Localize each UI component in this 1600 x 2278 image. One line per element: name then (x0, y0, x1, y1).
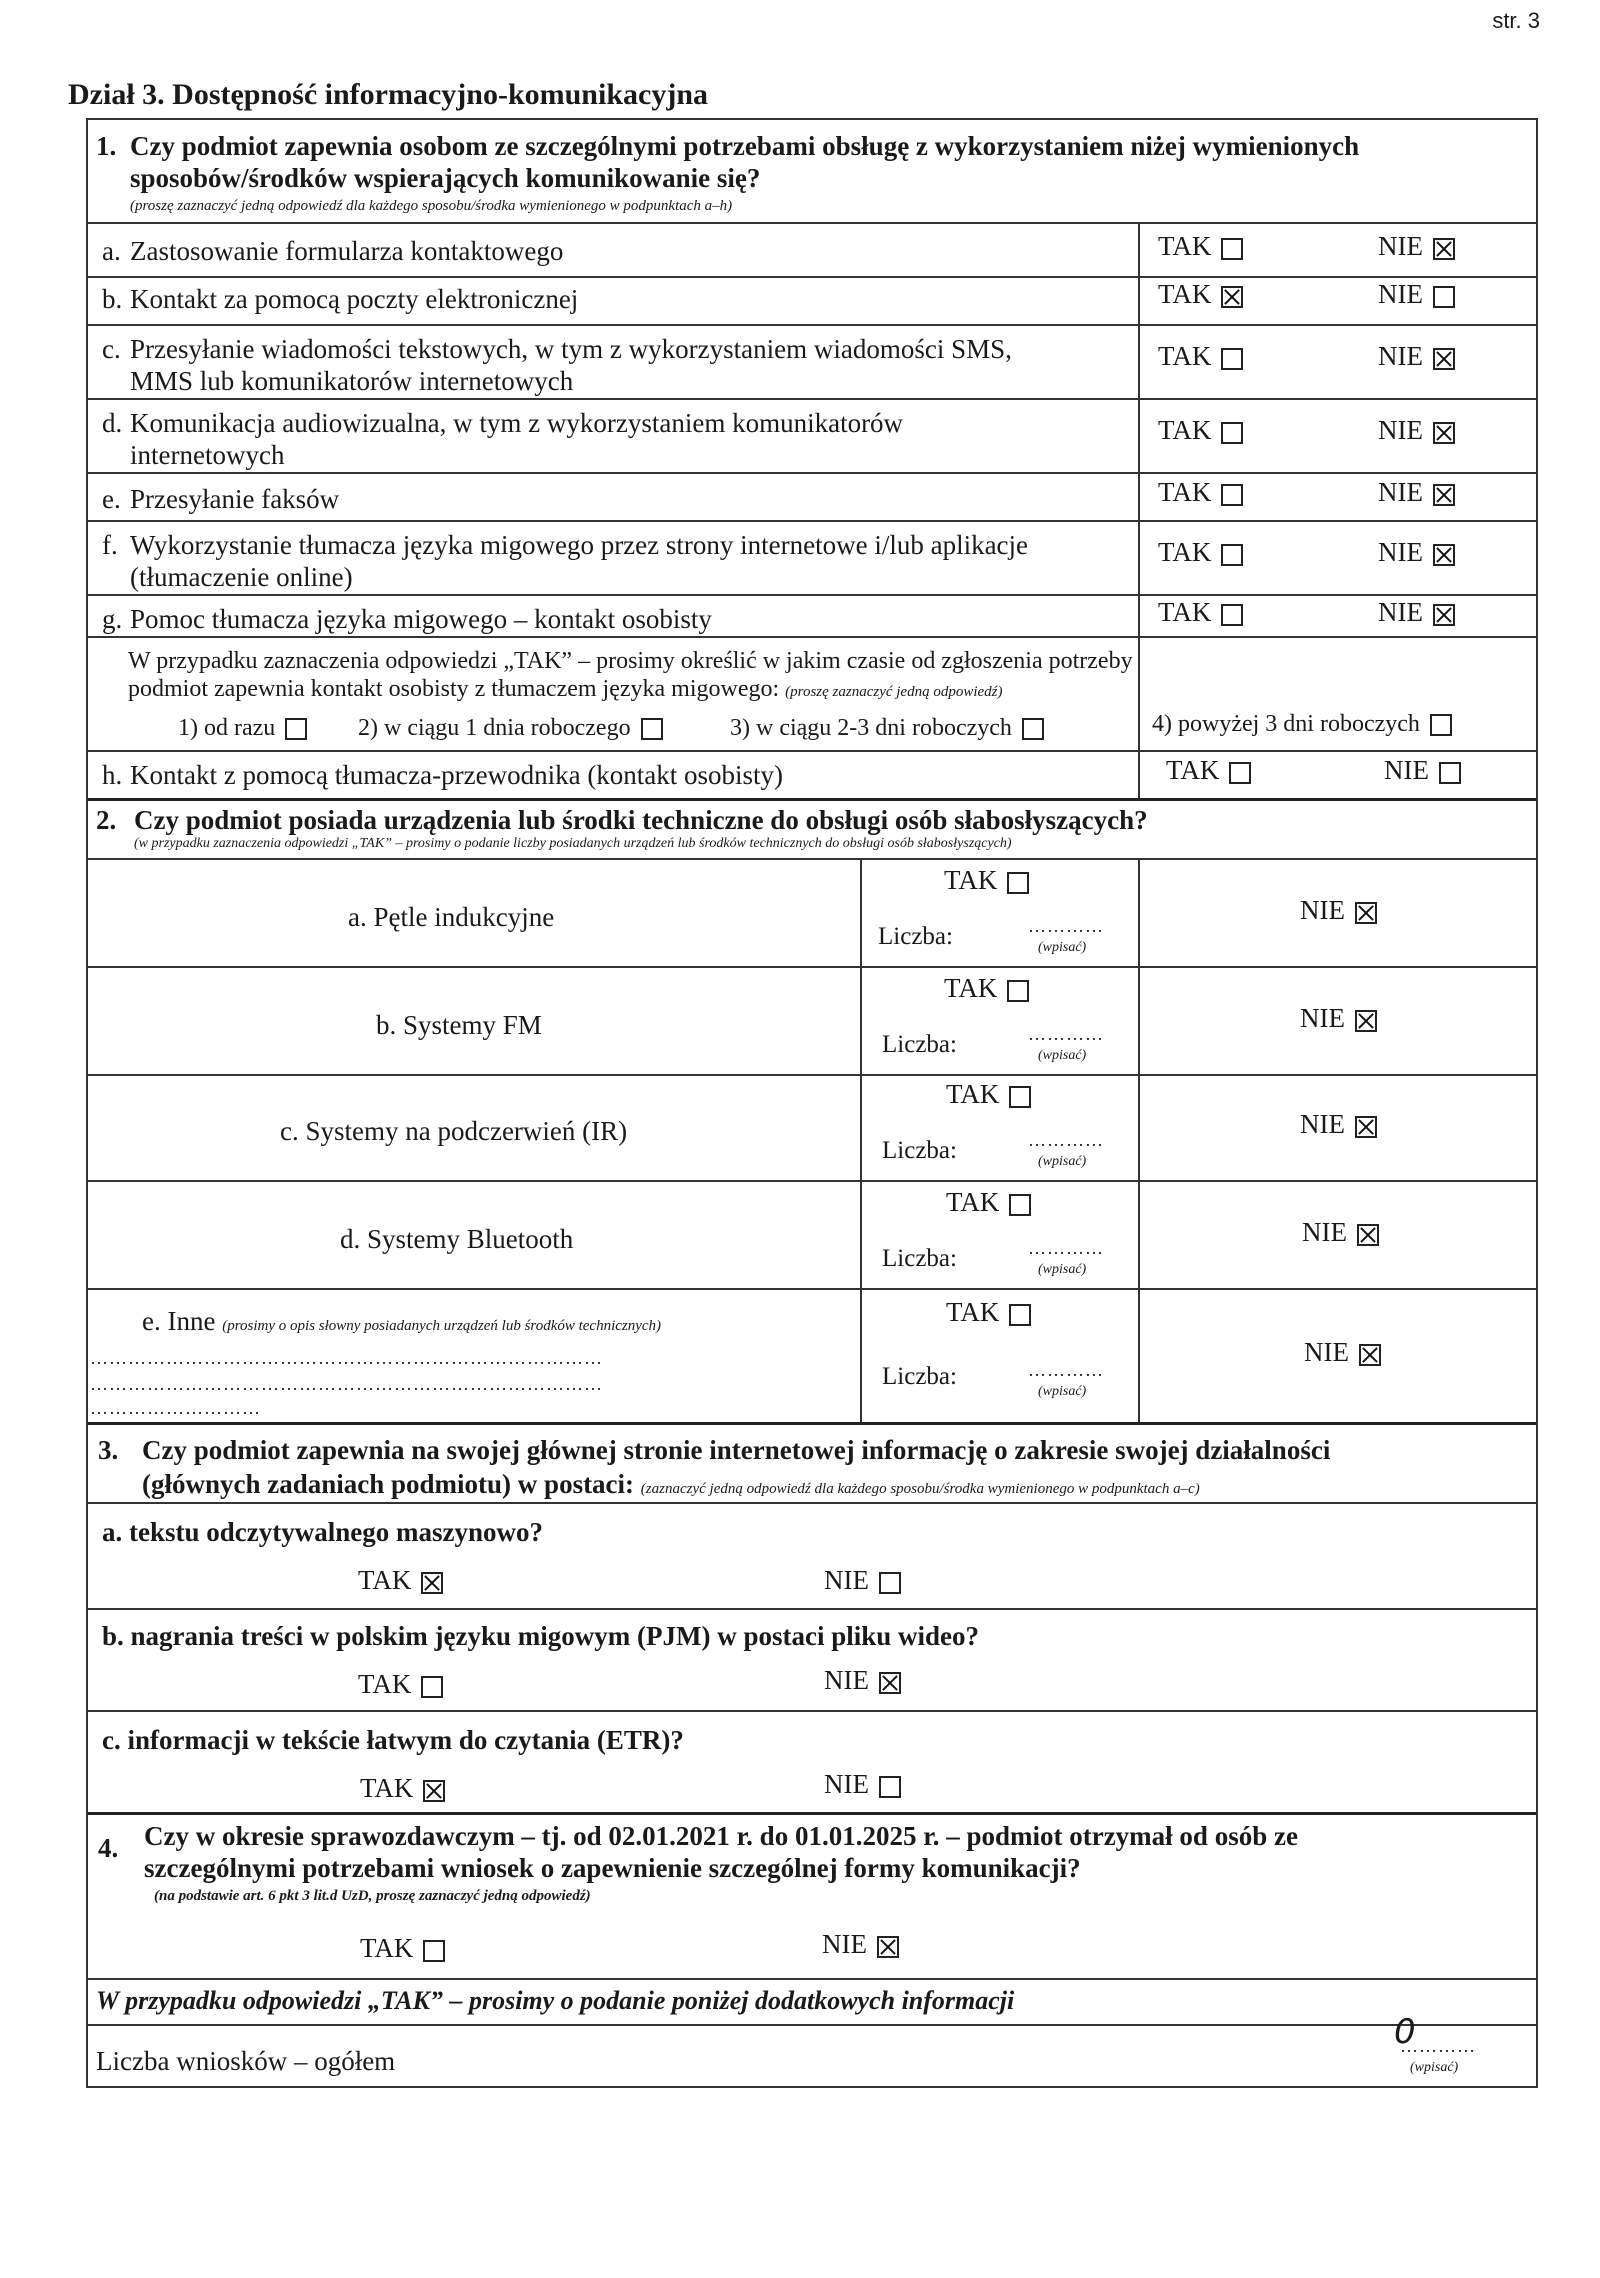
checkbox-empty-icon[interactable] (1221, 238, 1243, 260)
inne-description-line3[interactable]: ……………………… (90, 1398, 261, 1418)
checkbox-empty-icon[interactable] (1009, 1304, 1031, 1326)
q1-number: 1. (96, 131, 117, 161)
checkbox-empty-icon[interactable] (1009, 1086, 1031, 1108)
wpisac-hint: (wpisać) (1038, 1048, 1087, 1063)
nie-label: NIE (1304, 1337, 1349, 1367)
q4-number: 4. (98, 1833, 119, 1863)
nie-label: NIE (1378, 597, 1423, 627)
q1f-tak[interactable] (1158, 536, 1243, 568)
inne-description-line2[interactable]: ……………………………………………………………………… (90, 1374, 603, 1394)
q1d-nie[interactable] (1378, 414, 1455, 446)
q2-number: 2. (96, 805, 117, 835)
q4-count-label: Liczba wniosków – ogółem (96, 2046, 396, 2076)
q4-tak[interactable] (360, 1932, 445, 1964)
q1a-tak[interactable] (1158, 230, 1243, 262)
q1g-followup-note: (proszę zaznaczyć jedną odpowiedź) (785, 684, 1003, 700)
tak-label: TAK (946, 1187, 1000, 1217)
q3a-tak[interactable] (358, 1564, 443, 1596)
q1-item-label: Pomoc tłumacza języka migowego – kontakt osobisty (130, 604, 712, 634)
liczba-label: Liczba: (882, 1031, 957, 1058)
nie-label: NIE (1300, 1003, 1345, 1033)
nie-label: NIE (1378, 231, 1423, 261)
q1-item-label: Komunikacja audiowizualna, w tym z wykorzystaniem komunikatorów (130, 408, 904, 438)
q2d-tak[interactable] (946, 1186, 1031, 1218)
nie-label: NIE (1302, 1217, 1347, 1247)
q1e-tak[interactable] (1158, 476, 1243, 508)
checkbox-empty-icon[interactable] (1221, 422, 1243, 444)
q1f-nie[interactable] (1378, 536, 1455, 568)
q1b-tak[interactable] (1158, 278, 1243, 310)
q3-question-line1: Czy podmiot zapewnia na swojej głównej stronie internetowej informację o zakresie swojej działalności (142, 1435, 1331, 1465)
liczba-label: Liczba: (878, 923, 953, 950)
nie-label: NIE (1378, 477, 1423, 507)
checkbox-empty-icon[interactable] (1221, 484, 1243, 506)
q3c-tak[interactable] (360, 1772, 445, 1804)
q4-nie[interactable] (822, 1928, 899, 1960)
q1-item-label: Przesyłanie faksów (130, 484, 340, 514)
checkbox-empty-icon[interactable] (1221, 544, 1243, 566)
tak-label: TAK (1158, 537, 1212, 567)
q1e-nie[interactable] (1378, 476, 1455, 508)
q1c-nie[interactable] (1378, 340, 1455, 372)
tak-label: TAK (944, 865, 998, 895)
q4-note: (na podstawie art. 6 pkt 3 lit.d UzD, proszę zaznaczyć jedną odpowiedź) (154, 1888, 591, 1904)
q3-item-label: b. nagrania treści w polskim języku migowym (PJM) w postaci pliku wideo? (102, 1621, 980, 1651)
wpisac-hint: (wpisać) (1410, 2060, 1459, 2075)
q1-item-label: Przesyłanie wiadomości tekstowych, w tym z wykorzystaniem wiadomości SMS, (130, 334, 1012, 364)
checkbox-checked-icon[interactable] (1433, 484, 1455, 506)
tak-label: TAK (1166, 755, 1220, 785)
q1-item-label-line2: (tłumaczenie online) (130, 562, 353, 592)
q3-item-label: c. informacji w tekście łatwym do czytania (ETR)? (102, 1725, 684, 1755)
q1-note: (proszę zaznaczyć jedną odpowiedź dla każdego sposobu/środka wymienionego w podpunktach a–h) (130, 198, 733, 214)
checkbox-checked-icon[interactable] (877, 1936, 899, 1958)
q1-item-letter: a. (102, 236, 121, 266)
q2b-nie[interactable] (1300, 1002, 1377, 1034)
nie-label: NIE (1378, 415, 1423, 445)
nie-label: NIE (1300, 895, 1345, 925)
q1g-option-1[interactable] (178, 712, 307, 744)
q2-note: (w przypadku zaznaczenia odpowiedzi „TAK” – prosimy o podanie liczby posiadanych urządzeń lub środków technicznych do obsługi osób słabosłyszących) (134, 836, 1012, 851)
checkbox-empty-icon[interactable] (879, 1776, 901, 1798)
checkbox-empty-icon[interactable] (641, 718, 663, 740)
nie-label: NIE (1378, 279, 1423, 309)
liczba-input[interactable]: ………… (1028, 1130, 1104, 1150)
checkbox-checked-icon[interactable] (1359, 1344, 1381, 1366)
q1h-tak[interactable] (1166, 754, 1251, 786)
inne-description-line1[interactable]: ……………………………………………………………………… (90, 1348, 603, 1368)
tak-label: TAK (946, 1079, 1000, 1109)
checkbox-checked-icon[interactable] (1357, 1224, 1379, 1246)
liczba-input[interactable]: ………… (1028, 1360, 1104, 1380)
q2-question: Czy podmiot posiada urządzenia lub środki techniczne do obsługi osób słabosłyszących? (134, 805, 1148, 835)
q3-item-label: a. tekstu odczytywalnego maszynowo? (102, 1517, 543, 1547)
checkbox-empty-icon[interactable] (879, 1572, 901, 1594)
q1-item-letter: h. (102, 760, 123, 790)
q2-item-label: c. Systemy na podczerwień (IR) (280, 1116, 628, 1146)
tak-label: TAK (1158, 341, 1212, 371)
q4-question-line1: Czy w okresie sprawozdawczym – tj. od 02.01.2021 r. do 01.01.2025 r. – podmiot otrzymał od osób ze (144, 1821, 1298, 1851)
q2c-tak[interactable] (946, 1078, 1031, 1110)
wpisac-hint: (wpisać) (1038, 1262, 1087, 1277)
checkbox-checked-icon[interactable] (1221, 286, 1243, 308)
checkbox-checked-icon[interactable] (423, 1780, 445, 1802)
q1-item-letter: d. (102, 408, 123, 438)
q1a-nie[interactable] (1378, 230, 1455, 262)
q1b-nie[interactable] (1378, 278, 1455, 310)
checkbox-empty-icon[interactable] (421, 1676, 443, 1698)
q1-item-letter: b. (102, 284, 123, 314)
tak-label: TAK (358, 1565, 412, 1595)
checkbox-empty-icon[interactable] (1007, 980, 1029, 1002)
option-label: 3) w ciągu 2-3 dni roboczych (730, 715, 1012, 741)
nie-label: NIE (1378, 537, 1423, 567)
q4-followup: W przypadku odpowiedzi „TAK” – prosimy o podanie poniżej dodatkowych informacji (96, 1986, 1015, 2015)
nie-label: NIE (824, 1665, 869, 1695)
q2b-tak[interactable] (944, 972, 1029, 1004)
q1-item-label: Kontakt za pomocą poczty elektronicznej (130, 284, 579, 314)
q1-item-label: Zastosowanie formularza kontaktowego (130, 236, 564, 266)
q3a-nie[interactable] (824, 1564, 901, 1596)
tak-label: TAK (944, 973, 998, 1003)
checkbox-empty-icon[interactable] (285, 718, 307, 740)
form-table (86, 118, 1538, 2088)
option-label: 4) powyżej 3 dni roboczych (1152, 711, 1420, 737)
q4-count-dots: ………… (1400, 2036, 1476, 2056)
q2-item-label: a. Pętle indukcyjne (348, 902, 555, 932)
checkbox-empty-icon[interactable] (1007, 872, 1029, 894)
tak-label: TAK (358, 1669, 412, 1699)
q2e-nie[interactable] (1304, 1336, 1381, 1368)
q1-item-letter: g. (102, 604, 123, 634)
q1g-option-3[interactable] (730, 712, 1044, 744)
nie-label: NIE (824, 1769, 869, 1799)
wpisac-hint: (wpisać) (1038, 940, 1087, 955)
q1-item-letter: f. (102, 530, 118, 560)
liczba-label: Liczba: (882, 1137, 957, 1164)
nie-label: NIE (824, 1565, 869, 1595)
q2-item-label: d. Systemy Bluetooth (340, 1224, 574, 1254)
liczba-input[interactable]: ………… (1028, 1238, 1104, 1258)
option-label: 2) w ciągu 1 dnia roboczego (358, 715, 631, 741)
tak-label: TAK (360, 1933, 414, 1963)
q1-item-label-line2: internetowych (130, 440, 285, 470)
wpisac-hint: (wpisać) (1038, 1384, 1087, 1399)
q1g-followup-line2: podmiot zapewnia kontakt osobisty z tłumaczem języka migowego: (proszę zaznaczyć jedną odpowiedź) (128, 676, 1003, 702)
q2c-nie[interactable] (1300, 1108, 1377, 1140)
tak-label: TAK (360, 1773, 414, 1803)
q3b-tak[interactable] (358, 1668, 443, 1700)
checkbox-checked-icon[interactable] (879, 1672, 901, 1694)
tak-label: TAK (1158, 279, 1212, 309)
q1g-followup-line1: W przypadku zaznaczenia odpowiedzi „TAK” – prosimy określić w jakim czasie od zgłoszenia potrzeby (128, 648, 1133, 674)
q1h-nie[interactable] (1384, 754, 1461, 786)
liczba-input[interactable]: ………… (1028, 916, 1104, 936)
tak-label: TAK (1158, 231, 1212, 261)
checkbox-checked-icon[interactable] (1433, 544, 1455, 566)
checkbox-empty-icon[interactable] (1022, 718, 1044, 740)
q2a-tak[interactable] (944, 864, 1029, 896)
q1-question-line2: sposobów/środków wspierających komunikowanie się? (130, 163, 761, 193)
checkbox-empty-icon[interactable] (1221, 604, 1243, 626)
q3-number: 3. (98, 1435, 119, 1465)
tak-label: TAK (1158, 415, 1212, 445)
q3b-nie[interactable] (824, 1664, 901, 1696)
q3-question-line2: (głównych zadaniach podmiotu) w postaci: (zaznaczyć jedną odpowiedź dla każdego sposobu/środka wymienionego w podpunktach a–c) (142, 1469, 1200, 1499)
q3c-nie[interactable] (824, 1768, 901, 1800)
tak-label: TAK (946, 1297, 1000, 1327)
q1-item-label: Wykorzystanie tłumacza języka migowego przez strony internetowe i/lub aplikacje (130, 530, 1029, 560)
checkbox-checked-icon[interactable] (1355, 1116, 1377, 1138)
q2-inne-note: (prosimy o opis słowny posiadanych urządzeń lub środków technicznych) (222, 1318, 662, 1334)
checkbox-checked-icon[interactable] (1433, 422, 1455, 444)
q1d-tak[interactable] (1158, 414, 1243, 446)
q1-item-letter: c. (102, 334, 121, 364)
wpisac-hint: (wpisać) (1038, 1154, 1087, 1169)
q4-question-line2: szczególnymi potrzebami wniosek o zapewnienie szczególnej formy komunikacji? (144, 1853, 1081, 1883)
q1g-tak[interactable] (1158, 596, 1243, 628)
q1-item-label: Kontakt z pomocą tłumacza-przewodnika (kontakt osobisty) (130, 760, 784, 790)
q1c-tak[interactable] (1158, 340, 1243, 372)
q2a-nie[interactable] (1300, 894, 1377, 926)
nie-label: NIE (1300, 1109, 1345, 1139)
q2-inne-label: e. Inne (prosimy o opis słowny posiadanych urządzeń lub środków technicznych) (142, 1306, 662, 1336)
checkbox-empty-icon[interactable] (1439, 762, 1461, 784)
q1-item-label-line2: MMS lub komunikatorów internetowych (130, 366, 574, 396)
q1-question-line1: Czy podmiot zapewnia osobom ze szczególnymi potrzebami obsługę z wykorzystaniem niżej wymienionych (130, 131, 1360, 161)
page-number: str. 3 (1492, 8, 1540, 33)
q1g-option-4[interactable] (1152, 708, 1452, 740)
tak-label: TAK (1158, 477, 1212, 507)
q1-item-letter: e. (102, 484, 121, 514)
q2-item-label: b. Systemy FM (376, 1010, 542, 1040)
section-title: Dział 3. Dostępność informacyjno-komunikacyjna (68, 78, 709, 111)
tak-label: TAK (1158, 597, 1212, 627)
checkbox-empty-icon[interactable] (1009, 1194, 1031, 1216)
q2d-nie[interactable] (1302, 1216, 1379, 1248)
checkbox-checked-icon[interactable] (421, 1572, 443, 1594)
q2e-tak[interactable] (946, 1296, 1031, 1328)
liczba-label: Liczba: (882, 1245, 957, 1272)
q3-note: (zaznaczyć jedną odpowiedź dla każdego sposobu/środka wymienionego w podpunktach a–c) (640, 1481, 1200, 1497)
q1g-option-2[interactable] (358, 712, 663, 744)
checkbox-empty-icon[interactable] (1221, 348, 1243, 370)
checkbox-checked-icon[interactable] (1433, 238, 1455, 260)
nie-label: NIE (1378, 341, 1423, 371)
liczba-label: Liczba: (882, 1363, 957, 1390)
nie-label: NIE (822, 1929, 867, 1959)
option-label: 1) od razu (178, 715, 276, 741)
q1g-nie[interactable] (1378, 596, 1455, 628)
checkbox-checked-icon[interactable] (1355, 902, 1377, 924)
checkbox-empty-icon[interactable] (1229, 762, 1251, 784)
checkbox-checked-icon[interactable] (1433, 348, 1455, 370)
nie-label: NIE (1384, 755, 1429, 785)
checkbox-checked-icon[interactable] (1355, 1010, 1377, 1032)
checkbox-empty-icon[interactable] (423, 1940, 445, 1962)
q4-count-value[interactable]: 0 (1394, 2012, 1416, 2052)
checkbox-empty-icon[interactable] (1430, 714, 1452, 736)
checkbox-checked-icon[interactable] (1433, 604, 1455, 626)
liczba-input[interactable]: ………… (1028, 1024, 1104, 1044)
checkbox-empty-icon[interactable] (1433, 286, 1455, 308)
